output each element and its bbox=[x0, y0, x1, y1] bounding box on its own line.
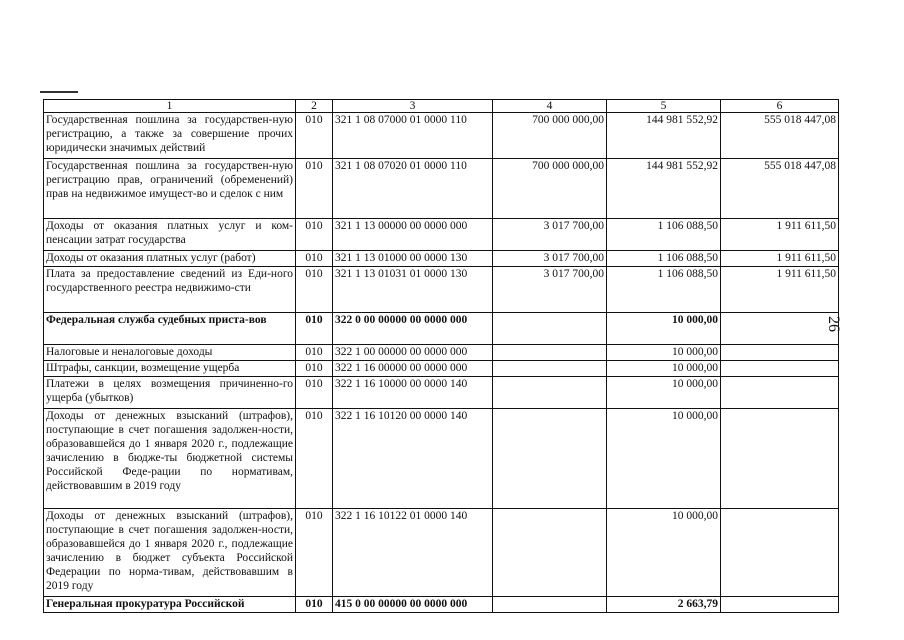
row-kbk-cell: 321 1 08 07020 01 0000 110 bbox=[333, 159, 493, 219]
row-fact-cell: 10 000,00 bbox=[607, 409, 721, 509]
row-fact-cell: 10 000,00 bbox=[607, 313, 721, 345]
row-rest-cell: 555 018 447,08 bbox=[721, 159, 839, 219]
row-plan-cell bbox=[493, 597, 607, 613]
row-plan-cell bbox=[493, 313, 607, 345]
row-code-cell: 010 bbox=[296, 361, 333, 377]
row-name-cell: Доходы от оказания платных услуг и ком-пенсации затрат государства bbox=[44, 219, 296, 251]
row-plan-cell: 3 017 700,00 bbox=[493, 267, 607, 313]
row-kbk-cell: 321 1 13 00000 00 0000 000 bbox=[333, 219, 493, 251]
row-rest-cell: 1 911 611,50 bbox=[721, 267, 839, 313]
row-fact-cell: 2 663,79 bbox=[607, 597, 721, 613]
table-row bbox=[44, 251, 839, 267]
row-code-cell: 010 bbox=[296, 509, 333, 597]
row-plan-cell: 3 017 700,00 bbox=[493, 251, 607, 267]
row-kbk-cell: 322 1 16 10122 01 0000 140 bbox=[333, 509, 493, 597]
table-row bbox=[44, 113, 839, 159]
row-fact-cell: 10 000,00 bbox=[607, 509, 721, 597]
row-name-cell: Государственная пошлина за государствен-ную регистрацию, а также за совершение прочих юридически значимых действий bbox=[44, 113, 296, 159]
row-fact-cell: 10 000,00 bbox=[607, 377, 721, 409]
table-body bbox=[44, 100, 839, 613]
row-fact-cell: 10 000,00 bbox=[607, 361, 721, 377]
row-rest-cell: 555 018 447,08 bbox=[721, 113, 839, 159]
header-cell: 5 bbox=[607, 100, 721, 113]
row-plan-cell bbox=[493, 509, 607, 597]
table-row bbox=[44, 597, 839, 613]
row-plan-cell: 700 000 000,00 bbox=[493, 159, 607, 219]
table-row bbox=[44, 361, 839, 377]
row-plan-cell bbox=[493, 377, 607, 409]
row-code-cell: 010 bbox=[296, 409, 333, 509]
row-fact-cell: 10 000,00 bbox=[607, 345, 721, 361]
table-header-row bbox=[44, 100, 839, 113]
row-rest-cell bbox=[721, 313, 839, 345]
row-kbk-cell: 322 1 16 00000 00 0000 000 bbox=[333, 361, 493, 377]
row-kbk-cell: 322 1 16 10000 00 0000 140 bbox=[333, 377, 493, 409]
scan-mark bbox=[40, 91, 78, 93]
table-row bbox=[44, 409, 839, 509]
row-name-cell: Федеральная служба судебных приста-вов bbox=[44, 313, 296, 345]
table-row bbox=[44, 313, 839, 345]
header-cell: 2 bbox=[296, 100, 333, 113]
row-kbk-cell: 415 0 00 00000 00 0000 000 bbox=[333, 597, 493, 613]
row-plan-cell bbox=[493, 345, 607, 361]
row-kbk-cell: 322 1 00 00000 00 0000 000 bbox=[333, 345, 493, 361]
row-rest-cell bbox=[721, 597, 839, 613]
row-code-cell: 010 bbox=[296, 597, 333, 613]
row-code-cell: 010 bbox=[296, 313, 333, 345]
row-code-cell: 010 bbox=[296, 267, 333, 313]
row-rest-cell bbox=[721, 377, 839, 409]
page-number: 26 bbox=[825, 316, 842, 332]
row-rest-cell bbox=[721, 409, 839, 509]
header-cell: 4 bbox=[493, 100, 607, 113]
row-kbk-cell: 322 0 00 00000 00 0000 000 bbox=[333, 313, 493, 345]
row-fact-cell: 144 981 552,92 bbox=[607, 113, 721, 159]
row-name-cell: Доходы от денежных взысканий (штрафов), поступающие в счет погашения задолжен-ности, образовавшейся до 1 января 2020 г., подлежащие зачислению в бюдже-ты бюджетной системы Российской Феде-рации по нормативам, действовавшим в 2019 году bbox=[44, 409, 296, 509]
row-rest-cell bbox=[721, 345, 839, 361]
row-plan-cell bbox=[493, 361, 607, 377]
row-rest-cell: 1 911 611,50 bbox=[721, 219, 839, 251]
row-rest-cell bbox=[721, 361, 839, 377]
row-name-cell: Доходы от денежных взысканий (штрафов), поступающие в счет погашения задолжен-ности, образовавшейся до 1 января 2020 г., подлежащие зачислению в бюджет субъекта Российской Федерации по норма-тивам, действовавшим в 2019 году bbox=[44, 509, 296, 597]
row-kbk-cell: 321 1 08 07000 01 0000 110 bbox=[333, 113, 493, 159]
row-rest-cell: 1 911 611,50 bbox=[721, 251, 839, 267]
header-cell: 1 bbox=[44, 100, 296, 113]
row-name-cell: Штрафы, санкции, возмещение ущерба bbox=[44, 361, 296, 377]
row-code-cell: 010 bbox=[296, 113, 333, 159]
row-name-cell: Плата за предоставление сведений из Еди-ного государственного реестра недвижимо-сти bbox=[44, 267, 296, 313]
table-row bbox=[44, 345, 839, 361]
row-name-cell: Доходы от оказания платных услуг (работ) bbox=[44, 251, 296, 267]
row-fact-cell: 144 981 552,92 bbox=[607, 159, 721, 219]
header-cell: 3 bbox=[333, 100, 493, 113]
row-fact-cell: 1 106 088,50 bbox=[607, 267, 721, 313]
row-fact-cell: 1 106 088,50 bbox=[607, 251, 721, 267]
table-row bbox=[44, 219, 839, 251]
table-row bbox=[44, 159, 839, 219]
table-row bbox=[44, 267, 839, 313]
row-kbk-cell: 321 1 13 01031 01 0000 130 bbox=[333, 267, 493, 313]
table-row bbox=[44, 509, 839, 597]
row-name-cell: Государственная пошлина за государствен-ную регистрацию прав, ограничений (обременений) прав на недвижимое имущест-во и сделок с ним bbox=[44, 159, 296, 219]
row-code-cell: 010 bbox=[296, 219, 333, 251]
row-code-cell: 010 bbox=[296, 345, 333, 361]
revenue-table bbox=[43, 99, 839, 613]
row-plan-cell: 700 000 000,00 bbox=[493, 113, 607, 159]
row-code-cell: 010 bbox=[296, 377, 333, 409]
row-name-cell: Генеральная прокуратура Российской bbox=[44, 597, 296, 613]
row-code-cell: 010 bbox=[296, 251, 333, 267]
row-fact-cell: 1 106 088,50 bbox=[607, 219, 721, 251]
table-row bbox=[44, 377, 839, 409]
row-kbk-cell: 321 1 13 01000 00 0000 130 bbox=[333, 251, 493, 267]
row-plan-cell bbox=[493, 409, 607, 509]
row-kbk-cell: 322 1 16 10120 00 0000 140 bbox=[333, 409, 493, 509]
header-cell: 6 bbox=[721, 100, 839, 113]
row-code-cell: 010 bbox=[296, 159, 333, 219]
row-rest-cell bbox=[721, 509, 839, 597]
row-name-cell: Платежи в целях возмещения причиненно-го ущерба (убытков) bbox=[44, 377, 296, 409]
row-name-cell: Налоговые и неналоговые доходы bbox=[44, 345, 296, 361]
row-plan-cell: 3 017 700,00 bbox=[493, 219, 607, 251]
